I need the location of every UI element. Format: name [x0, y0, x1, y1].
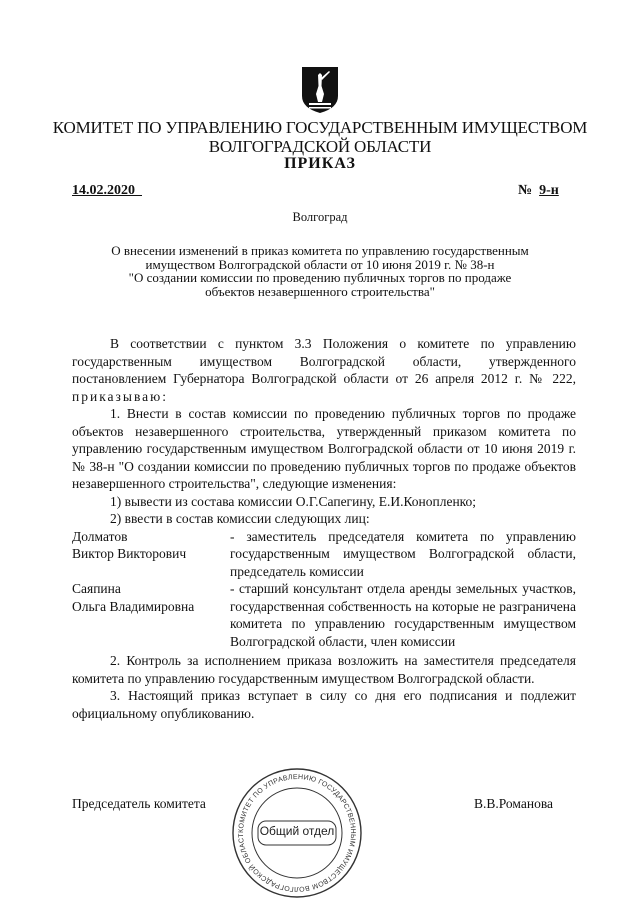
city: Волгоград [292, 210, 348, 224]
organization-line-2: ВОЛГОГРАДСКОЙ ОБЛАСТИ [208, 137, 432, 156]
document-date: 14.02.2020 [72, 183, 135, 198]
coat-of-arms-icon [301, 66, 339, 114]
organization-name [40, 118, 600, 156]
member-name [72, 580, 230, 650]
item-1-2: 2) ввести в состав комиссии следующих лиц: [110, 511, 370, 526]
subject-line-3: "О создании комиссии по проведению публичных торгов по продаже [128, 270, 512, 285]
document-body [72, 335, 576, 722]
item-3: 3. Настоящий приказ вступает в силу со дня его подписания и подлежит официальному опубликованию. [72, 688, 576, 721]
orders-word: приказываю: [72, 388, 168, 404]
preamble-text: В соответствии с пунктом 3.3 Положения о комитете по управлению государственным имуществом Волгоградской области, утвержденного постановлением Губернатора Волгоградской области от 26 апреля 2012 г. № 222, [72, 336, 576, 386]
member-name [72, 528, 230, 581]
official-stamp [230, 766, 364, 900]
member-given-name: Ольга Владимировна [72, 598, 195, 614]
member-surname: Саяпина [72, 581, 121, 596]
document-number [518, 183, 566, 199]
number-value: 9-н [539, 183, 559, 198]
item-1: 1. Внести в состав комиссии по проведению публичных торгов по продаже объектов незавершенного строительства, утвержденный приказом комитета по управлению государственным имуществом Волгоградской области от 10 июня 2019 г. № 38-н "О создании комиссии по проведению публичных торгов по продаже объектов незавершенного строительства", следующие изменения: [72, 406, 576, 491]
item-1-1: 1) вывести из состава комиссии О.Г.Сапегину, Е.И.Конопленко; [110, 493, 477, 509]
document-subject [60, 244, 580, 298]
subject-line-2: имуществом Волгоградской области от 10 июня 2019 г. № 38-н [145, 256, 495, 272]
item-2: 2. Контроль за исполнением приказа возложить на заместителя председателя комитета по управлению государственным имуществом Волгоградской области. [72, 653, 576, 686]
subject-line-4: объектов незавершенного строительства" [205, 283, 435, 299]
member-role: - старший консультант отдела аренды земельных участков, государственная собственность на которые не разграничена комитета по управлению государственным имуществом Волгоградской области, член комиссии [230, 581, 576, 649]
member-surname: Долматов [72, 528, 128, 544]
document-type: ПРИКАЗ [284, 155, 356, 172]
member-row [72, 580, 576, 650]
subject-line-1: О внесении изменений в приказ комитета по управлению государственным [111, 243, 529, 258]
member-row [72, 528, 576, 581]
signatory-name: В.В.Романова [474, 796, 554, 811]
stamp-label: Общий отдел [259, 824, 335, 838]
number-sign: № [518, 183, 533, 198]
member-role: - заместитель председателя комитета по управлению государственным имуществом Волгоградской области, председатель комиссии [230, 528, 576, 579]
organization-line-1: КОМИТЕТ ПО УПРАВЛЕНИЮ ГОСУДАРСТВЕННЫМ ИМУЩЕСТВОМ [52, 118, 588, 137]
preamble-paragraph [72, 335, 576, 405]
signatory-position: Председатель комитета [72, 796, 206, 811]
stamp-ring-text: КОМИТЕТ ПО УПРАВЛЕНИЮ ГОСУДАРСТВЕННЫМ ИМУЩЕСТВОМ ВОЛГОГРАДСКОЙ ОБЛАСТ [237, 773, 357, 893]
member-given-name: Виктор Викторович [72, 546, 187, 561]
